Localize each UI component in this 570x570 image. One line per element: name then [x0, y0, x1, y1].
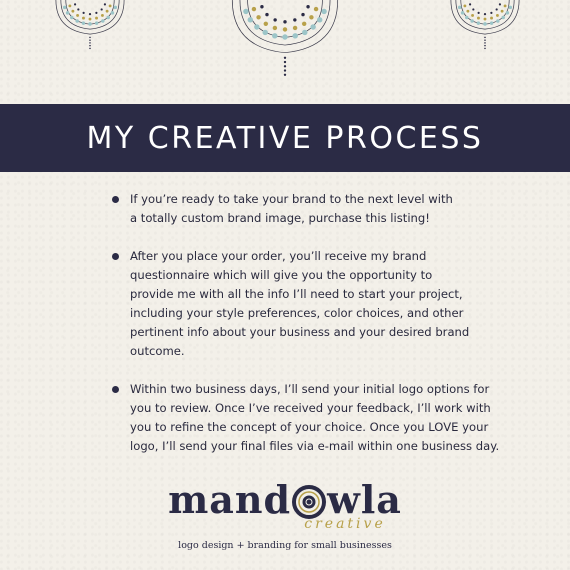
title-banner	[0, 104, 570, 172]
bullet-icon	[112, 196, 119, 203]
list-item	[112, 247, 512, 361]
mandala-decoration	[0, 0, 570, 104]
brand-name-part1: mand	[168, 477, 292, 522]
brand-logo	[0, 478, 570, 551]
bullet-icon	[112, 386, 119, 393]
paragraph-text: If you’re ready to take your brand to the next level with a totally custom brand image, purchase this listing!	[130, 192, 453, 225]
list-item	[112, 380, 512, 456]
brand-tagline: logo design + branding for small businesses	[178, 540, 392, 551]
list-item	[112, 190, 512, 228]
bullet-icon	[112, 253, 119, 260]
process-list	[112, 190, 512, 475]
mandala-o-icon	[292, 485, 326, 519]
paragraph-text: After you place your order, you’ll receive my brand questionnaire which will give you the opportunity to provide me with all the info I’ll need to start your project, including your style preferences, color choices, and other pertinent info about your business and your desired brand outcome.	[130, 249, 470, 358]
page-title: MY CREATIVE PROCESS	[86, 120, 484, 156]
paragraph-text: Within two business days, I’ll send your initial logo options for you to review. Once I’ve received your feedback, I’ll work with you to refine the concept of your choice. Once you LOVE your logo, I’ll send your final files via e-mail within one business day.	[130, 382, 500, 453]
brand-subtitle: creative	[304, 516, 386, 532]
brand-name-part2: wla	[327, 477, 402, 522]
